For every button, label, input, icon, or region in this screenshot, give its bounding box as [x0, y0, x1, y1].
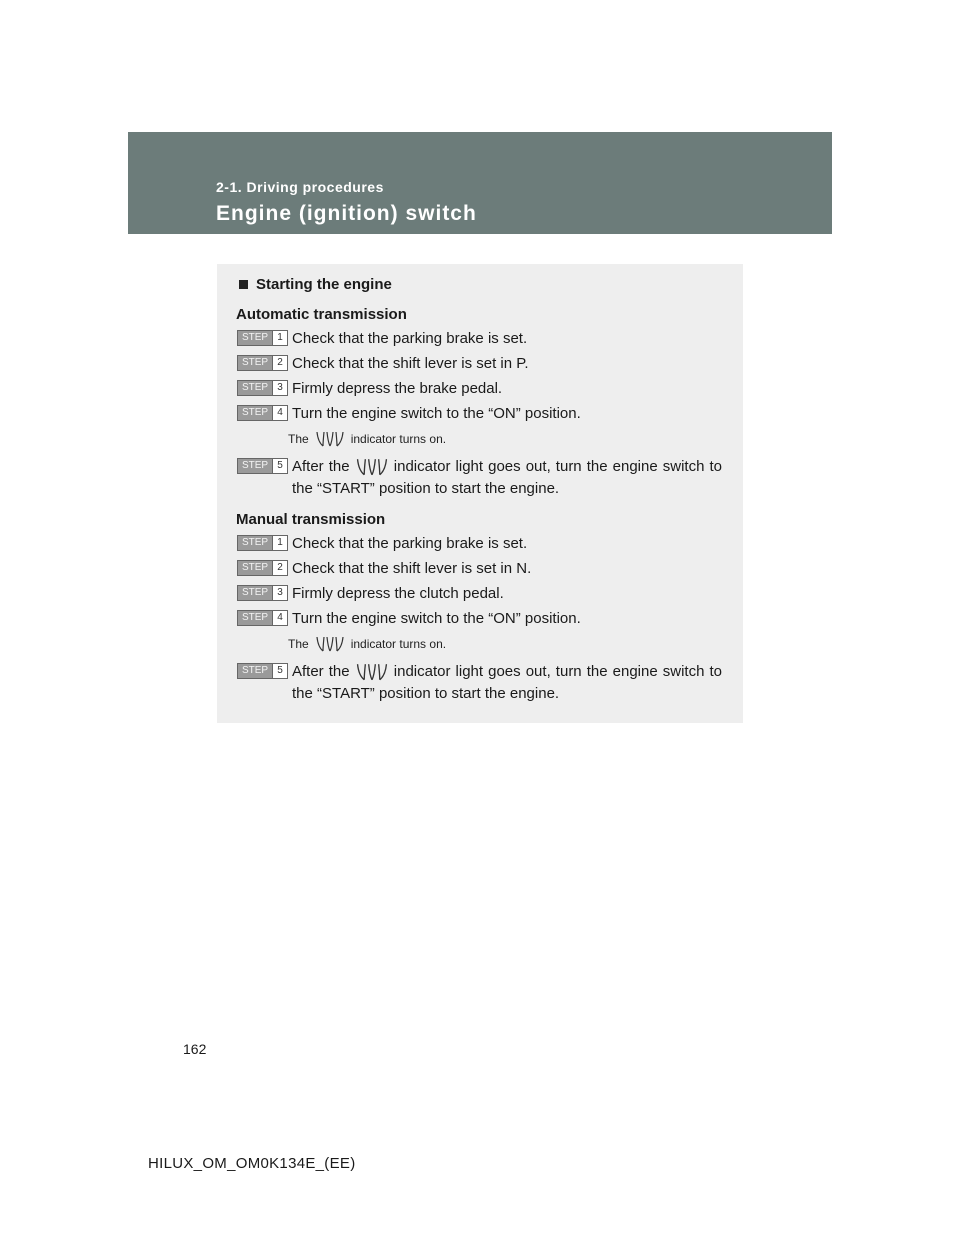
square-bullet-icon [239, 280, 248, 289]
auto-step-4: STEP 4 Turn the engine switch to the “ON” position. [237, 403, 722, 425]
step-badge: STEP 4 [237, 610, 288, 626]
step-badge: STEP 2 [237, 355, 288, 371]
panel-heading-text: Starting the engine [256, 276, 392, 293]
chapter-header [128, 132, 832, 234]
glow-plug-indicator-icon [355, 662, 389, 682]
auto-step-2: STEP 2 Check that the shift lever is set in P. [237, 353, 722, 375]
manual-step-3: STEP 3 Firmly depress the clutch pedal. [237, 583, 722, 605]
glow-plug-indicator-icon [315, 635, 345, 653]
step-badge: STEP 2 [237, 560, 288, 576]
auto-step-3: STEP 3 Firmly depress the brake pedal. [237, 378, 722, 400]
manual-step-5: STEP 5 After the indicator light goes out, turn the engine switch to the “START” position to start the engine. [237, 661, 722, 705]
page-number: 162 [183, 1041, 207, 1057]
automatic-transmission-title: Automatic transmission [236, 306, 407, 323]
manual-transmission-title: Manual transmission [236, 511, 386, 528]
manual-step-2: STEP 2 Check that the shift lever is set in N. [237, 558, 722, 580]
manual-step-4: STEP 4 Turn the engine switch to the “ON” position. [237, 608, 722, 630]
page-title: Engine (ignition) switch [216, 202, 477, 225]
document-code: HILUX_OM_OM0K134E_(EE) [148, 1155, 356, 1172]
starting-engine-panel [217, 264, 743, 723]
section-label: 2-1. Driving procedures [216, 179, 384, 195]
auto-step-1: STEP 1 Check that the parking brake is set. [237, 328, 722, 350]
step-badge: STEP 1 [237, 330, 288, 346]
step-badge: STEP 3 [237, 380, 288, 396]
manual-indicator-note: The indicator turns on. [288, 637, 447, 651]
auto-indicator-note: The indicator turns on. [288, 432, 447, 446]
step-badge: STEP 5 [237, 663, 288, 679]
step-badge: STEP 5 [237, 458, 288, 474]
step-badge: STEP 4 [237, 405, 288, 421]
auto-step-5: STEP 5 After the indicator light goes out, turn the engine switch to the “START” position to start the engine. [237, 456, 722, 500]
step-badge: STEP 1 [237, 535, 288, 551]
glow-plug-indicator-icon [355, 457, 389, 477]
manual-step-1: STEP 1 Check that the parking brake is set. [237, 533, 722, 555]
panel-heading [239, 276, 392, 293]
step-badge: STEP 3 [237, 585, 288, 601]
glow-plug-indicator-icon [315, 430, 345, 448]
